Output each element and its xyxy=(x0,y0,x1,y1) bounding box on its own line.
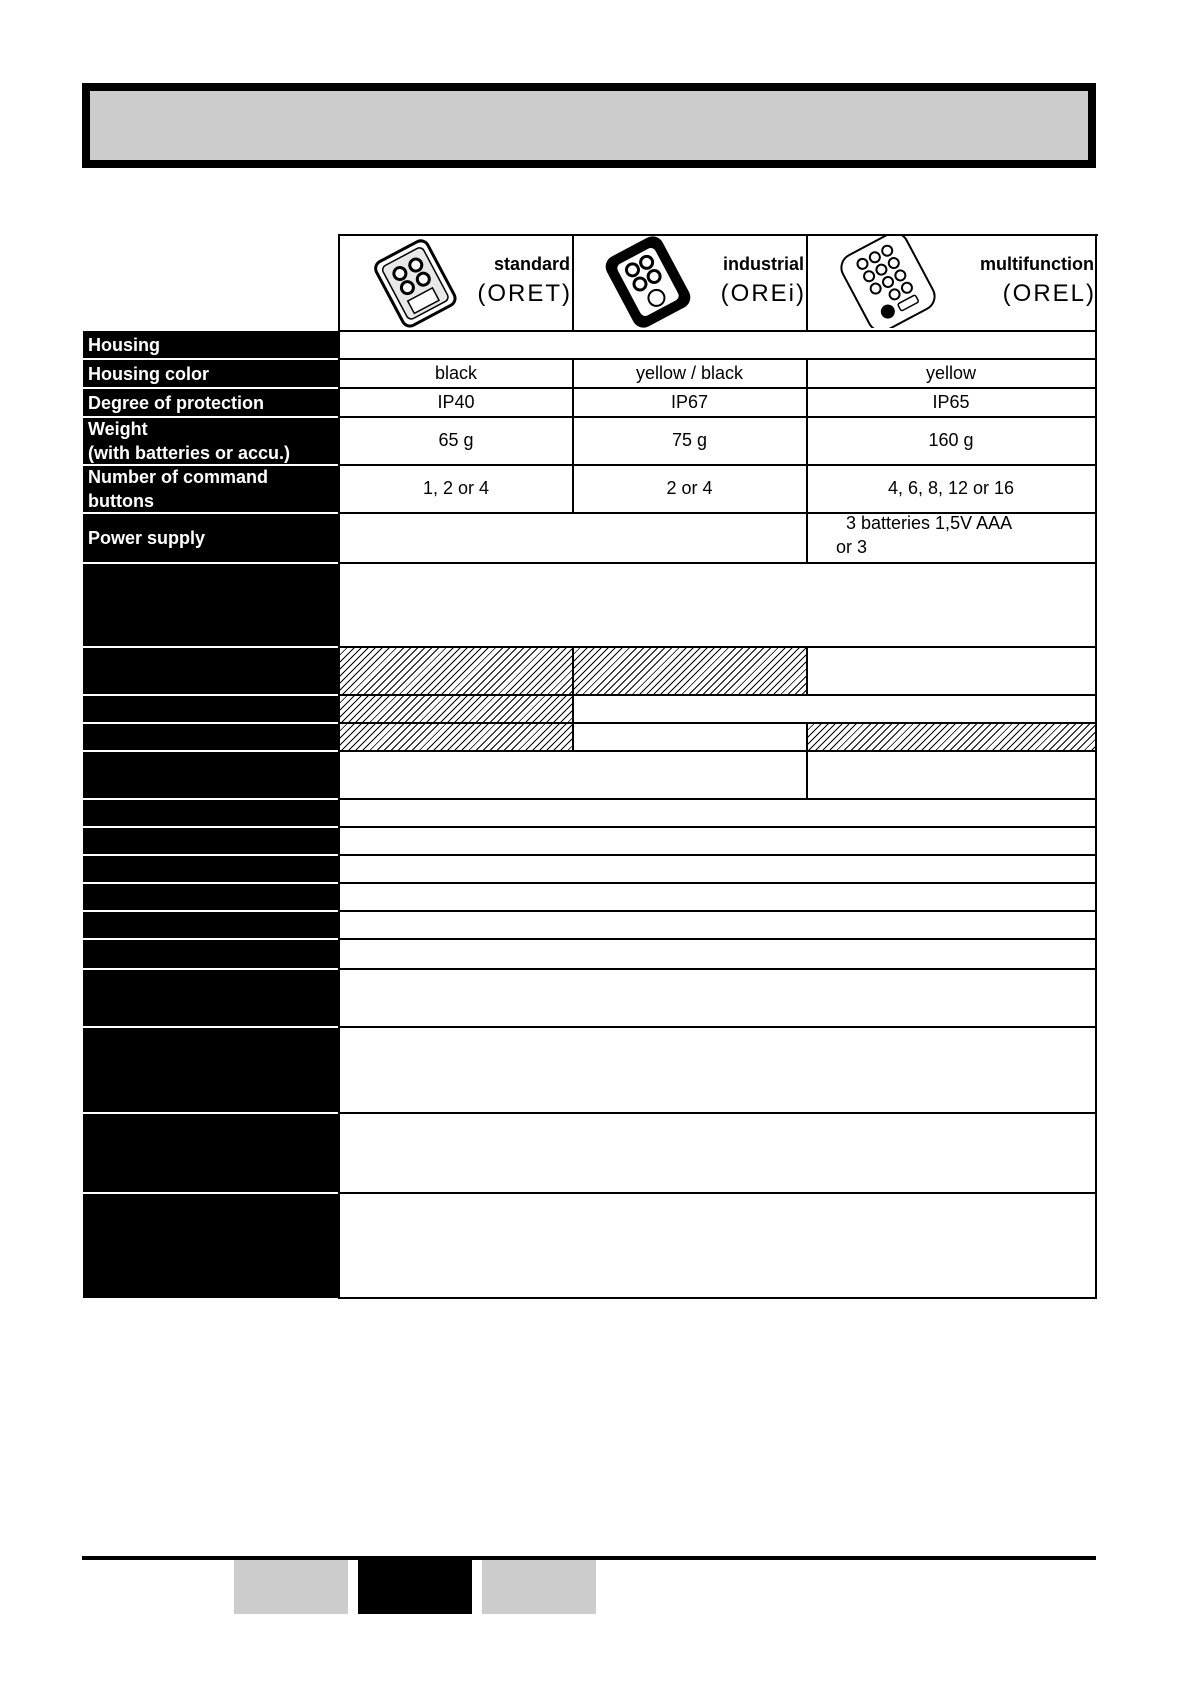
label-weight xyxy=(83,418,338,464)
product-code-multifunction: (OREL) xyxy=(1002,280,1096,307)
row-line xyxy=(338,562,1097,564)
label-blank-12 xyxy=(83,970,338,1026)
cell-protection-standard: IP40 xyxy=(437,392,475,412)
row-line xyxy=(338,968,1097,970)
row-line xyxy=(338,854,1097,856)
label-blank-14 xyxy=(83,1114,338,1192)
row-line xyxy=(338,750,1097,752)
label-weight-line2: (with batteries or accu.) xyxy=(88,443,291,463)
hatch-cell xyxy=(807,723,1095,750)
footer-tab-3[interactable] xyxy=(482,1560,596,1614)
remote-standard-icon xyxy=(368,238,460,328)
footer-tab-1[interactable] xyxy=(234,1560,348,1614)
page-title-box xyxy=(82,83,1096,168)
cell-buttons-multifunction: 4, 6, 8, 12 or 16 xyxy=(887,478,1015,498)
remote-industrial-icon xyxy=(602,236,694,328)
label-blank-10 xyxy=(83,912,338,938)
row-line xyxy=(338,330,1097,332)
cell-power-multifunction-line2: or 3 xyxy=(836,537,868,557)
row-line xyxy=(338,938,1097,940)
hatch-cell xyxy=(573,647,806,694)
cell-weight-multifunction: 160 g xyxy=(928,430,974,450)
label-blank-3 xyxy=(83,696,338,722)
label-power xyxy=(83,514,338,562)
cell-power-multifunction-line1: 3 batteries 1,5V AAA xyxy=(846,513,1013,533)
row-line xyxy=(338,826,1097,828)
label-housing-color-text: Housing color xyxy=(88,363,209,384)
label-blank-7 xyxy=(83,828,338,854)
row-line xyxy=(338,1297,1097,1299)
cell-housing-color-standard: black xyxy=(434,362,478,383)
label-power-text: Power supply xyxy=(88,528,206,548)
label-buttons-line1: Number of command xyxy=(88,467,269,487)
label-blank-4 xyxy=(83,724,338,750)
header-top-border xyxy=(338,234,1098,236)
header-divider-1 xyxy=(572,234,574,330)
label-blank-13 xyxy=(83,1028,338,1112)
cell-protection-multifunction: IP65 xyxy=(932,392,970,412)
label-blank-15 xyxy=(83,1194,338,1298)
footer-tab-2[interactable] xyxy=(358,1560,472,1614)
label-blank-1 xyxy=(83,564,338,646)
cell-housing-color-industrial: yellow / black xyxy=(635,362,744,383)
label-blank-6 xyxy=(83,800,338,826)
label-buttons-line2: buttons xyxy=(88,491,154,511)
cell-buttons-industrial: 2 or 4 xyxy=(666,478,713,498)
label-blank-2 xyxy=(83,648,338,694)
label-blank-9 xyxy=(83,884,338,910)
row-line xyxy=(338,910,1097,912)
label-housing-color xyxy=(83,360,338,387)
row-line xyxy=(338,1026,1097,1028)
label-housing-text: Housing xyxy=(88,334,160,355)
header-divider-2 xyxy=(806,234,808,330)
label-weight-line1: Weight xyxy=(88,419,148,439)
cell-weight-industrial: 75 g xyxy=(671,430,708,450)
product-code-industrial: (OREi) xyxy=(720,280,806,307)
hatch-cell xyxy=(340,647,572,694)
label-protection xyxy=(83,389,338,416)
col-divider-h3 xyxy=(572,694,574,750)
col-divider-h5 xyxy=(806,750,808,798)
row-line xyxy=(338,1192,1097,1194)
body-right-border xyxy=(1095,330,1097,1299)
cell-buttons-standard: 1, 2 or 4 xyxy=(422,478,490,498)
cell-weight-standard: 65 g xyxy=(438,430,474,450)
row-line xyxy=(338,798,1097,800)
col-divider-power xyxy=(806,512,808,562)
product-name-multifunction: multifunction xyxy=(980,254,1094,274)
hatch-cell xyxy=(340,695,572,722)
label-blank-5 xyxy=(83,752,338,798)
row-line xyxy=(338,1112,1097,1114)
label-buttons xyxy=(83,466,338,512)
cell-housing-color-multifunction: yellow xyxy=(925,362,977,383)
label-blank-8 xyxy=(83,856,338,882)
label-housing xyxy=(83,331,338,358)
label-blank-11 xyxy=(83,940,338,968)
col-divider-h2 xyxy=(806,646,808,694)
label-protection-text: Degree of protection xyxy=(88,392,265,413)
remote-multifunction-icon xyxy=(838,236,938,328)
row-line xyxy=(338,882,1097,884)
product-code-standard: (ORET) xyxy=(477,280,572,307)
cell-protection-industrial: IP67 xyxy=(670,392,709,412)
hatch-cell xyxy=(340,723,572,750)
product-name-standard: standard xyxy=(493,254,570,274)
product-name-industrial: industrial xyxy=(722,254,804,274)
header-left-border xyxy=(338,234,340,330)
